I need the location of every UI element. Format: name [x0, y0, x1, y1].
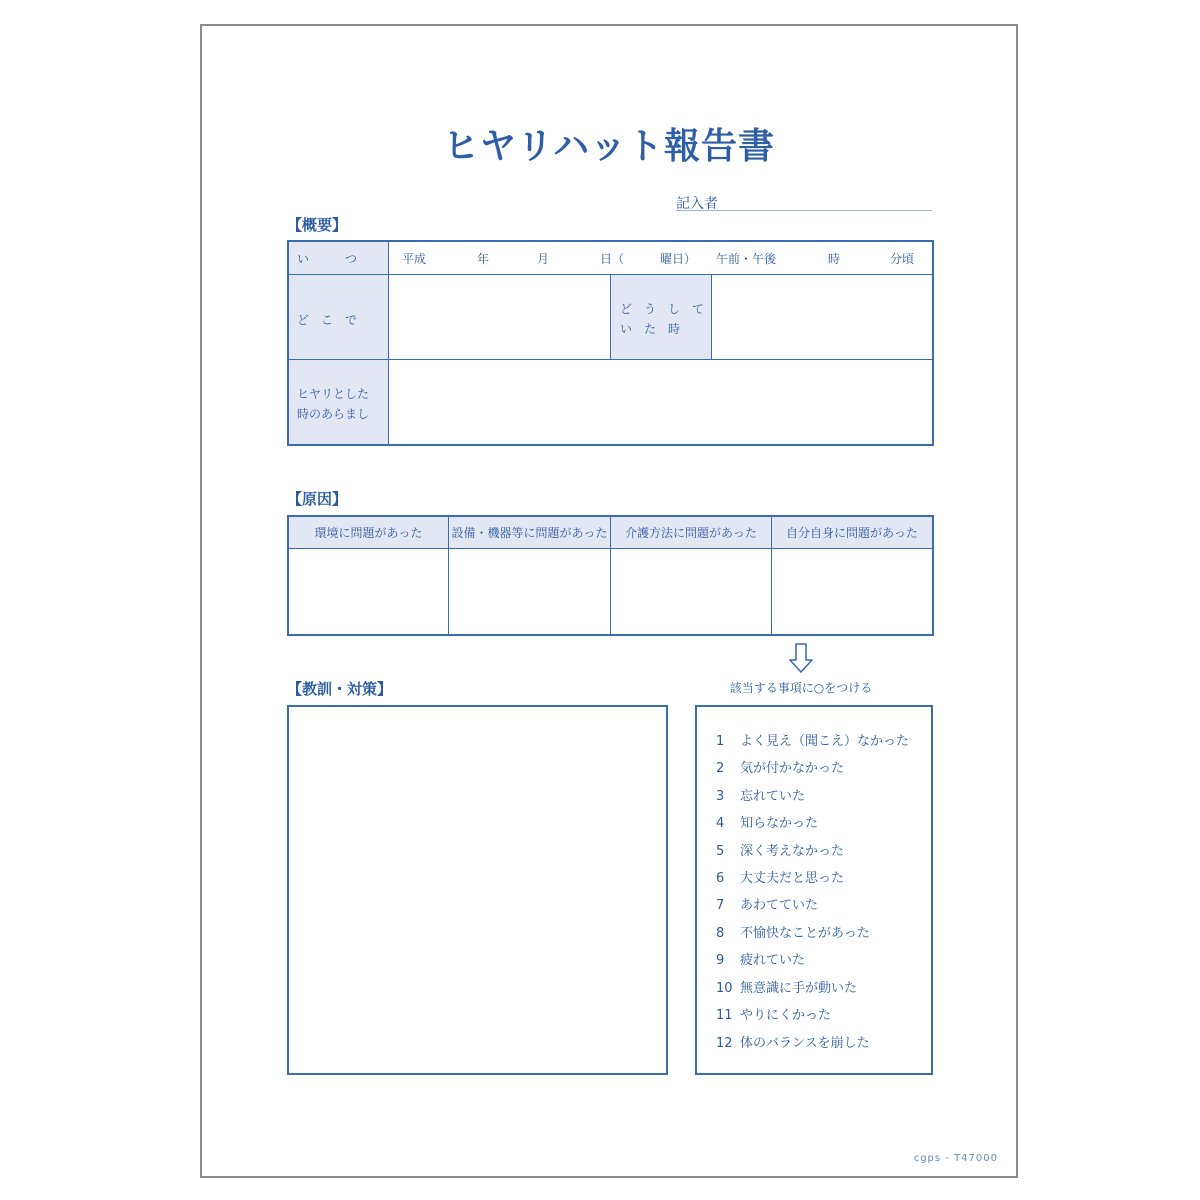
doing-label-line1: ど う し て — [620, 302, 705, 316]
checklist-item[interactable] — [716, 1004, 831, 1023]
checklist-item[interactable] — [716, 949, 805, 968]
checklist-item-number: 1 — [716, 734, 725, 749]
when-field-day: 日（ — [600, 252, 625, 266]
cause-field-care-method[interactable] — [611, 549, 771, 634]
checklist-item-text: 不愉快なことがあった — [740, 926, 870, 941]
checklist-item[interactable] — [716, 812, 818, 831]
recorder-label: 記入者 — [676, 196, 718, 212]
checklist-item-text: 大丈夫だと思った — [740, 871, 845, 886]
checklist-item[interactable] — [716, 867, 844, 886]
checklist-item-number: 6 — [716, 871, 725, 886]
overview-section-label: 【概要】 — [287, 216, 348, 234]
checklist-item[interactable] — [716, 757, 844, 776]
checklist-item[interactable] — [716, 785, 805, 804]
summary-label-line2: 時のあらまし — [297, 407, 370, 421]
checklist-item-number: 11 — [716, 1008, 733, 1023]
checklist-item[interactable] — [716, 730, 909, 749]
cause-header-care-method: 介護方法に問題があった — [625, 526, 757, 540]
when-field-month: 月 — [537, 252, 550, 266]
checklist-item-text: やりにくかった — [740, 1008, 832, 1023]
checklist-item-text: 忘れていた — [740, 789, 806, 804]
when-field-minute: 分頃 — [890, 252, 915, 266]
cause-header-self: 自分自身に問題があった — [786, 526, 918, 540]
when-field-hour: 時 — [828, 252, 841, 266]
checklist-item[interactable] — [716, 977, 857, 996]
cause-field-equipment[interactable] — [449, 549, 610, 634]
checklist-item[interactable] — [716, 922, 870, 941]
where-field[interactable] — [389, 275, 610, 359]
checklist-item-text: 知らなかった — [740, 816, 819, 831]
checklist-item-text: 疲れていた — [740, 953, 806, 968]
when-field-era: 平成 — [402, 252, 427, 266]
checklist-instruction: 該当する事項に○をつける — [729, 681, 873, 695]
recorder-field[interactable] — [676, 210, 932, 211]
checklist-item-text: 気が付かなかった — [740, 761, 845, 776]
checklist-item-number: 3 — [716, 789, 725, 804]
summary-label-line1: ヒヤリとした — [297, 387, 370, 401]
checklist-item-number: 2 — [716, 761, 725, 776]
summary-field[interactable] — [389, 360, 933, 445]
checklist-item-number: 5 — [716, 844, 725, 859]
checklist-item-number: 4 — [716, 816, 725, 831]
checklist-item-number: 8 — [716, 926, 725, 941]
doing-label-line2: い た 時 — [620, 322, 681, 336]
lessons-section-label: 【教訓・対策】 — [287, 680, 393, 698]
checklist-item-number: 10 — [716, 981, 733, 996]
form-code: cgps - T47000 — [913, 1153, 998, 1164]
when-field-year: 年 — [477, 252, 490, 266]
checklist-item-text: よく見え（聞こえ）なかった — [740, 734, 910, 749]
when-field-weekday: 曜日） — [660, 252, 697, 266]
checklist-item-text: 無意識に手が動いた — [740, 981, 858, 996]
overview-col-divider — [610, 275, 611, 359]
checklist-item-number: 7 — [716, 898, 725, 913]
cause-section-label: 【原因】 — [287, 490, 348, 508]
when-field-ampm: 午前・午後 — [716, 252, 777, 266]
doing-field[interactable] — [712, 275, 933, 359]
checklist-item-text: あわてていた — [740, 898, 819, 913]
checklist-item-text: 深く考えなかった — [740, 844, 845, 859]
cause-header-equipment: 設備・機器等に問題があった — [451, 526, 608, 540]
down-arrow-icon — [788, 642, 814, 674]
checklist-item[interactable] — [716, 840, 844, 859]
checklist-item[interactable] — [716, 894, 818, 913]
where-label: ど こ で — [297, 313, 358, 327]
cause-header-environment: 環境に問題があった — [314, 526, 423, 540]
checklist-item[interactable] — [716, 1032, 870, 1051]
when-label: い つ — [297, 252, 358, 266]
lessons-field[interactable] — [287, 705, 668, 1075]
checklist-item-number: 9 — [716, 953, 725, 968]
cause-field-self[interactable] — [772, 549, 932, 634]
checklist-item-text: 体のバランスを崩した — [740, 1036, 870, 1051]
form-title: ヒヤリハット報告書 — [443, 126, 775, 167]
checklist-item-number: 12 — [716, 1036, 733, 1051]
cause-field-environment[interactable] — [289, 549, 448, 634]
